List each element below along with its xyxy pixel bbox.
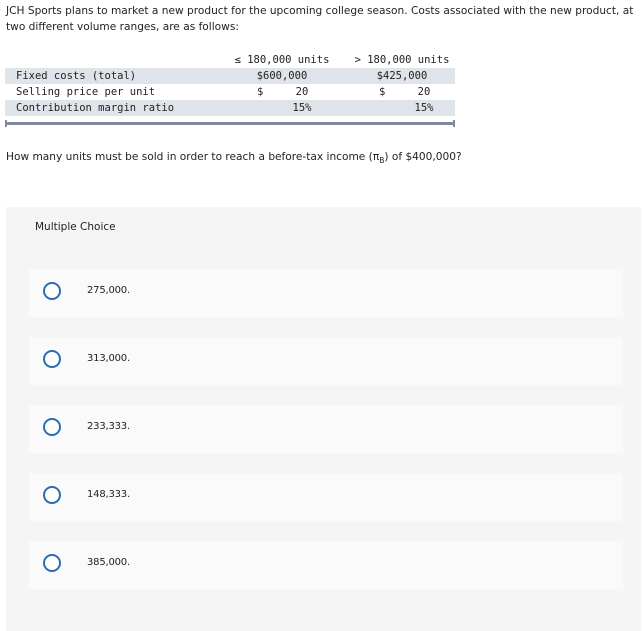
radio-button-icon[interactable]	[43, 282, 61, 300]
cost-table	[5, 52, 455, 116]
table-rule-cap-left	[5, 120, 7, 127]
question-after: ) of $400,000?	[384, 151, 462, 163]
problem-intro: JCH Sports plans to market a new product for the upcoming college season. Costs associated with the new product, at two different volume ranges, are as follows:	[6, 5, 634, 33]
answer-option[interactable]	[29, 473, 623, 521]
answer-option-label: 313,000.	[87, 353, 130, 364]
question-before: How many units must be sold in order to reach a before-tax income (π	[6, 151, 380, 163]
answer-option[interactable]	[29, 337, 623, 385]
cell-value: 20	[417, 86, 431, 98]
question-text	[6, 151, 462, 165]
radio-button-icon[interactable]	[43, 418, 61, 436]
multiple-choice-title: Multiple Choice	[35, 221, 116, 233]
col-header-low-volume: ≤ 180,000 units	[234, 54, 330, 66]
answer-option[interactable]	[29, 269, 623, 317]
answer-option-label: 275,000.	[87, 285, 130, 296]
cell-value: $600,000	[256, 70, 308, 82]
answer-option[interactable]	[29, 405, 623, 453]
row-label: Contribution margin ratio	[16, 102, 175, 114]
answer-option-label: 148,333.	[87, 489, 130, 500]
multiple-choice-panel	[6, 207, 641, 631]
table-row	[5, 100, 455, 116]
cell-value: 15%	[292, 102, 312, 114]
cell-value: 15%	[414, 102, 434, 114]
table-rule-cap-right	[453, 120, 455, 127]
answer-option[interactable]	[29, 541, 623, 589]
answer-option-label: 385,000.	[87, 557, 130, 568]
table-bottom-rule	[5, 122, 455, 125]
radio-button-icon[interactable]	[43, 486, 61, 504]
dollar-sign: $	[379, 86, 386, 98]
cell-value: 20	[295, 86, 309, 98]
row-label: Fixed costs (total)	[16, 70, 137, 82]
radio-button-icon[interactable]	[43, 350, 61, 368]
table-row	[5, 68, 455, 84]
row-label: Selling price per unit	[16, 86, 156, 98]
radio-button-icon[interactable]	[43, 554, 61, 572]
answer-option-label: 233,333.	[87, 421, 130, 432]
dollar-sign: $	[257, 86, 264, 98]
table-row	[5, 84, 455, 100]
cell-value: $425,000	[376, 70, 428, 82]
table-header-row	[5, 52, 455, 68]
col-header-high-volume: > 180,000 units	[354, 54, 450, 66]
question-subscript: B	[379, 156, 385, 166]
